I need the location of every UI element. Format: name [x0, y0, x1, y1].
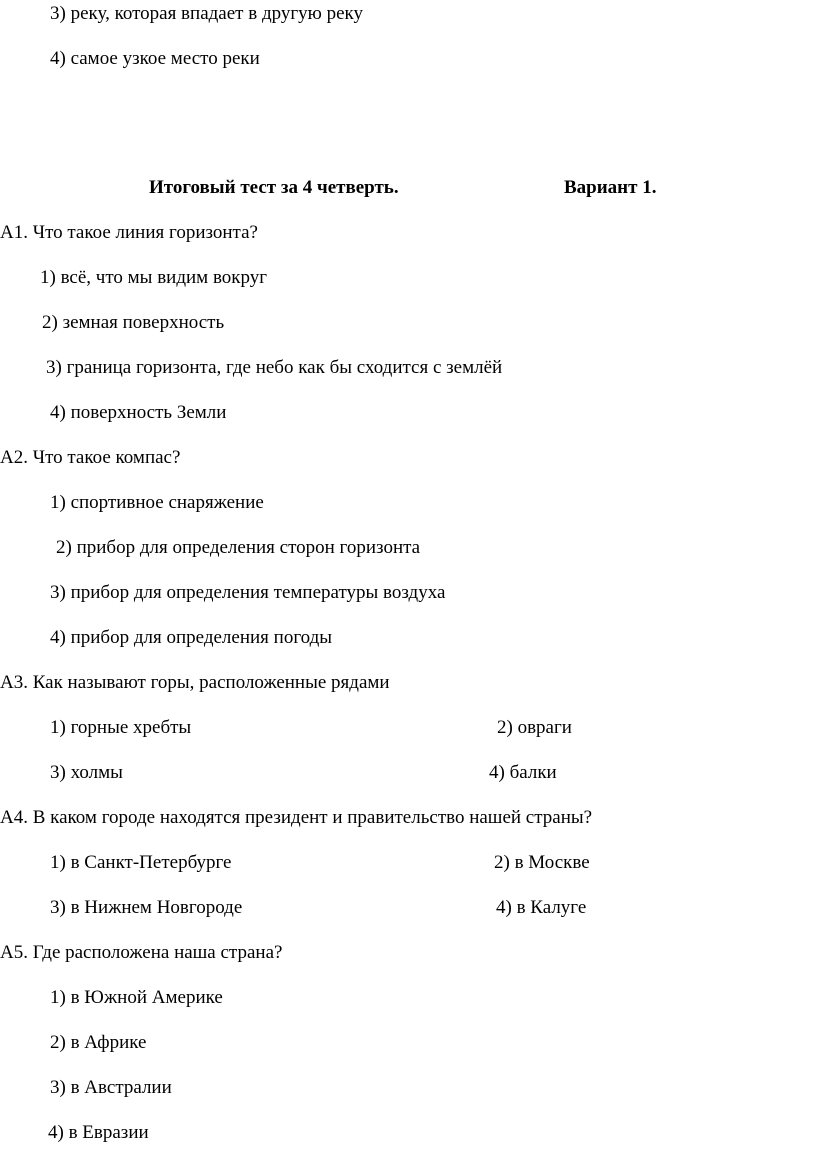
question-a2: А2. Что такое компас?	[0, 447, 181, 468]
a4-option-3: 3) в Нижнем Новгороде	[50, 897, 243, 918]
question-a5: А5. Где расположена наша страна?	[0, 942, 283, 963]
a4-option-4: 4) в Калуге	[496, 897, 587, 918]
a5-option-2: 2) в Африке	[50, 1032, 147, 1053]
a3-option-3: 3) холмы	[50, 762, 123, 783]
a1-option-2: 2) земная поверхность	[42, 312, 225, 333]
test-title: Итоговый тест за 4 четверть.	[149, 177, 399, 198]
question-a1: А1. Что такое линия горизонта?	[0, 222, 258, 243]
a1-option-4: 4) поверхность Земли	[50, 402, 227, 423]
prev-option-3: 3) реку, которая впадает в другую реку	[50, 3, 363, 24]
a3-option-2: 2) овраги	[497, 717, 572, 738]
prev-option-4: 4) самое узкое место реки	[50, 48, 260, 69]
a5-option-3: 3) в Австралии	[50, 1077, 172, 1098]
a1-option-3: 3) граница горизонта, где небо как бы сходится с землёй	[46, 357, 503, 378]
question-a3: А3. Как называют горы, расположенные рядами	[0, 672, 390, 693]
a4-option-2: 2) в Москве	[494, 852, 590, 873]
a5-option-1: 1) в Южной Америке	[50, 987, 223, 1008]
variant-label: Вариант 1.	[564, 177, 657, 198]
a3-option-1: 1) горные хребты	[50, 717, 192, 738]
a2-option-2: 2) прибор для определения сторон горизонта	[56, 537, 421, 558]
a5-option-4: 4) в Евразии	[48, 1122, 149, 1143]
question-a4: А4. В каком городе находятся президент и правительство нашей страны?	[0, 807, 593, 828]
a2-option-4: 4) прибор для определения погоды	[50, 627, 333, 648]
a1-option-1: 1) всё, что мы видим вокруг	[40, 267, 268, 288]
a4-option-1: 1) в Санкт-Петербурге	[50, 852, 232, 873]
a3-option-4: 4) балки	[489, 762, 557, 783]
a2-option-1: 1) спортивное снаряжение	[50, 492, 264, 513]
a2-option-3: 3) прибор для определения температуры воздуха	[50, 582, 446, 603]
